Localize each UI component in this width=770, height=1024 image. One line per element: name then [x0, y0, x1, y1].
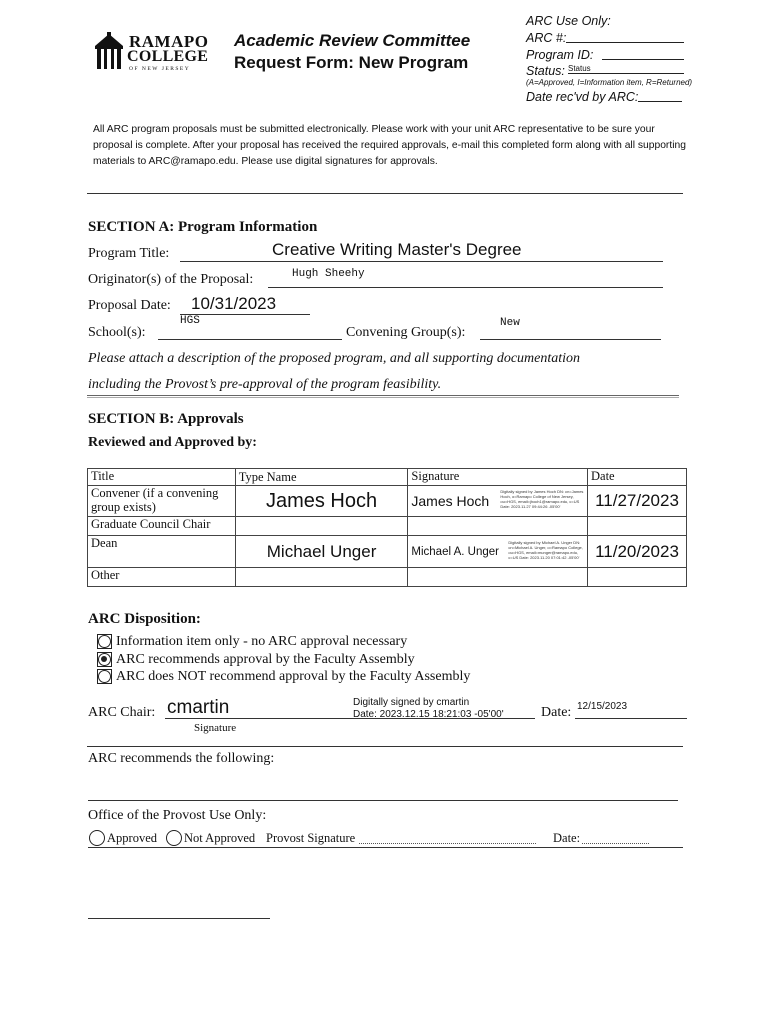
radio-button[interactable]: [97, 669, 112, 684]
disposition-option[interactable]: [97, 651, 470, 669]
recommendations-field[interactable]: [88, 770, 678, 801]
disposition-options: [97, 633, 470, 686]
originator-label: Originator(s) of the Proposal:: [88, 272, 254, 287]
radio-unchecked-icon: [98, 670, 111, 683]
digital-signature-details: Digitally signed by James Hoch DN: cn=James Hoch, o=Ramapo College of New Jersey, ou=HGS, email=jhoch1@ramapo.edu, c=US Date: 2023.11.27 09:44:26 -05'00': [500, 489, 584, 509]
arc-number-label: ARC #:: [526, 31, 567, 45]
divider: [87, 193, 683, 194]
disposition-option[interactable]: [97, 633, 470, 651]
arc-chair-signature-field[interactable]: [165, 697, 535, 720]
signature-caption: Signature: [194, 722, 237, 734]
type-name-field[interactable]: [235, 536, 408, 568]
proposal-date-value: 10/31/2023: [191, 294, 277, 313]
arc-chair-name: cmartin: [167, 697, 230, 718]
section-b-heading: SECTION B: Approvals: [88, 411, 244, 427]
form-title-line-2: Request Form: New Program: [234, 53, 469, 72]
school-label: School(s):: [88, 325, 146, 340]
provost-date-label: Date:: [553, 831, 581, 845]
table-row: [88, 486, 687, 517]
divider: [87, 395, 679, 398]
convening-field[interactable]: [480, 317, 661, 340]
row-title: Convener (if a convening group exists): [88, 486, 236, 517]
row-title: Other: [88, 568, 236, 587]
column-header: Signature: [408, 469, 588, 486]
program-title-field[interactable]: [180, 240, 663, 262]
school-value: HGS: [180, 315, 200, 327]
option-label: ARC does NOT recommend approval by the Faculty Assembly: [116, 669, 471, 684]
type-name-field[interactable]: [235, 517, 408, 536]
radio-checked-icon: [98, 653, 111, 666]
program-title-label: Program Title:: [88, 246, 170, 261]
digital-signature-details: Digitally signed by Michael A. Unger DN: cn=Michael A. Unger, o=Ramapo College, ou=HGS, email=munger@ramapo.edu, c=US Date: 2023.11.20 07:01:42 -05'00': [508, 540, 583, 560]
provost-date-field[interactable]: [582, 843, 649, 844]
not-approved-label: Not Approved: [184, 831, 256, 845]
convening-value: New: [500, 317, 520, 329]
logo-line-1: RAMAPO: [129, 32, 209, 51]
arc-chair-sig-line-2: Date: 2023.12.15 18:21:03 -05'00': [353, 709, 504, 720]
column-header: Title: [88, 469, 236, 486]
status-field[interactable]: Status: [568, 64, 684, 74]
column-header: Type Name: [235, 469, 408, 486]
section-a-heading: SECTION A: Program Information: [88, 219, 318, 235]
originator-value: Hugh Sheehy: [292, 268, 365, 280]
provost-row: [88, 830, 683, 848]
signature-field[interactable]: [408, 536, 588, 568]
arc-chair-date-value: 12/15/2023: [577, 701, 628, 712]
section-b-subheading: Reviewed and Approved by:: [88, 435, 257, 450]
column-header: Date: [588, 469, 687, 486]
arc-chair-sig-line-1: Digitally signed by cmartin: [353, 697, 470, 708]
date-received-field[interactable]: [638, 101, 682, 102]
arc-chair-date-field[interactable]: [575, 700, 687, 719]
divider: [87, 746, 683, 747]
type-name-field[interactable]: [235, 486, 408, 517]
program-title-value: Creative Writing Master's Degree: [272, 240, 522, 259]
date-field[interactable]: [588, 517, 687, 536]
date-field[interactable]: [588, 536, 687, 568]
approvals-table: [87, 468, 687, 587]
date-received-label: Date rec'vd by ARC:: [526, 90, 639, 104]
not-approved-radio[interactable]: [166, 830, 182, 846]
provost-heading: Office of the Provost Use Only:: [88, 808, 267, 823]
provost-signature-label: Provost Signature: [266, 831, 356, 845]
form-title-line-1: Academic Review Committee: [234, 31, 471, 50]
date-field[interactable]: [588, 568, 687, 587]
program-id-field[interactable]: [602, 59, 684, 60]
arc-use-only: [526, 14, 696, 106]
convening-label: Convening Group(s):: [346, 325, 466, 340]
row-title: Dean: [88, 536, 236, 568]
table-row: [88, 536, 687, 568]
option-label: Information item only - no ARC approval necessary: [116, 634, 408, 649]
table-row: [88, 517, 687, 536]
type-name-field[interactable]: [235, 568, 408, 587]
logo: [93, 32, 209, 76]
recommends-label: ARC recommends the following:: [88, 751, 275, 766]
arc-use-heading: ARC Use Only:: [526, 14, 611, 28]
footnote-divider: [88, 918, 270, 919]
signature-field[interactable]: [408, 568, 588, 587]
table-header-row: [88, 469, 687, 486]
signature-name: Michael A. Unger: [411, 546, 499, 558]
signature-field[interactable]: [408, 517, 588, 536]
date-value: 11/27/2023: [595, 491, 679, 510]
radio-unchecked-icon: [98, 635, 111, 648]
arc-number-field[interactable]: [566, 42, 684, 43]
program-id-label: Program ID:: [526, 48, 594, 62]
provost-signature-field[interactable]: [359, 843, 536, 844]
option-label: ARC recommends approval by the Faculty Assembly: [116, 651, 415, 667]
date-field[interactable]: [588, 486, 687, 517]
status-legend: (A=Approved, I=Information item, R=Returned): [526, 78, 693, 87]
type-name-value: Michael Unger: [266, 541, 377, 561]
proposal-date-field[interactable]: [180, 294, 310, 315]
college-building-icon: [93, 32, 125, 72]
type-name-value: James Hoch: [265, 489, 378, 512]
school-field[interactable]: [158, 315, 342, 340]
row-title: Graduate Council Chair: [88, 517, 236, 536]
signature-field[interactable]: [408, 486, 588, 517]
intro-text: All ARC program proposals must be submitted electronically. Please work with your unit ARC representative to be sure your proposal is complete. After your proposal has received the required approvals, e-mail this completed form along with all supporting materials to ARC@ramapo.edu. Please use digital signatures for approvals.: [93, 124, 686, 167]
table-row: [88, 568, 687, 587]
arc-chair-label: ARC Chair:: [88, 705, 156, 720]
signature-name: James Hoch: [411, 492, 490, 509]
radio-button[interactable]: [97, 634, 112, 649]
proposal-date-label: Proposal Date:: [88, 298, 171, 313]
logo-line-3: OF NEW JERSEY: [129, 66, 191, 72]
radio-button[interactable]: [97, 652, 112, 667]
logo-line-2: COLLEGE: [127, 48, 209, 65]
arc-chair-date-label: Date:: [541, 705, 572, 720]
disposition-option[interactable]: [97, 668, 470, 686]
date-value: 11/20/2023: [595, 541, 679, 561]
approved-radio[interactable]: [89, 830, 105, 846]
approved-label: Approved: [107, 831, 157, 845]
attach-note-line-1: Please attach a description of the proposed program, and all supporting documentation: [88, 351, 581, 366]
originator-field[interactable]: [268, 270, 663, 288]
attach-note-line-2: including the Provost’s pre-approval of the program feasibility.: [88, 377, 442, 392]
status-label: Status:: [526, 64, 565, 78]
disposition-heading: ARC Disposition:: [88, 611, 201, 627]
